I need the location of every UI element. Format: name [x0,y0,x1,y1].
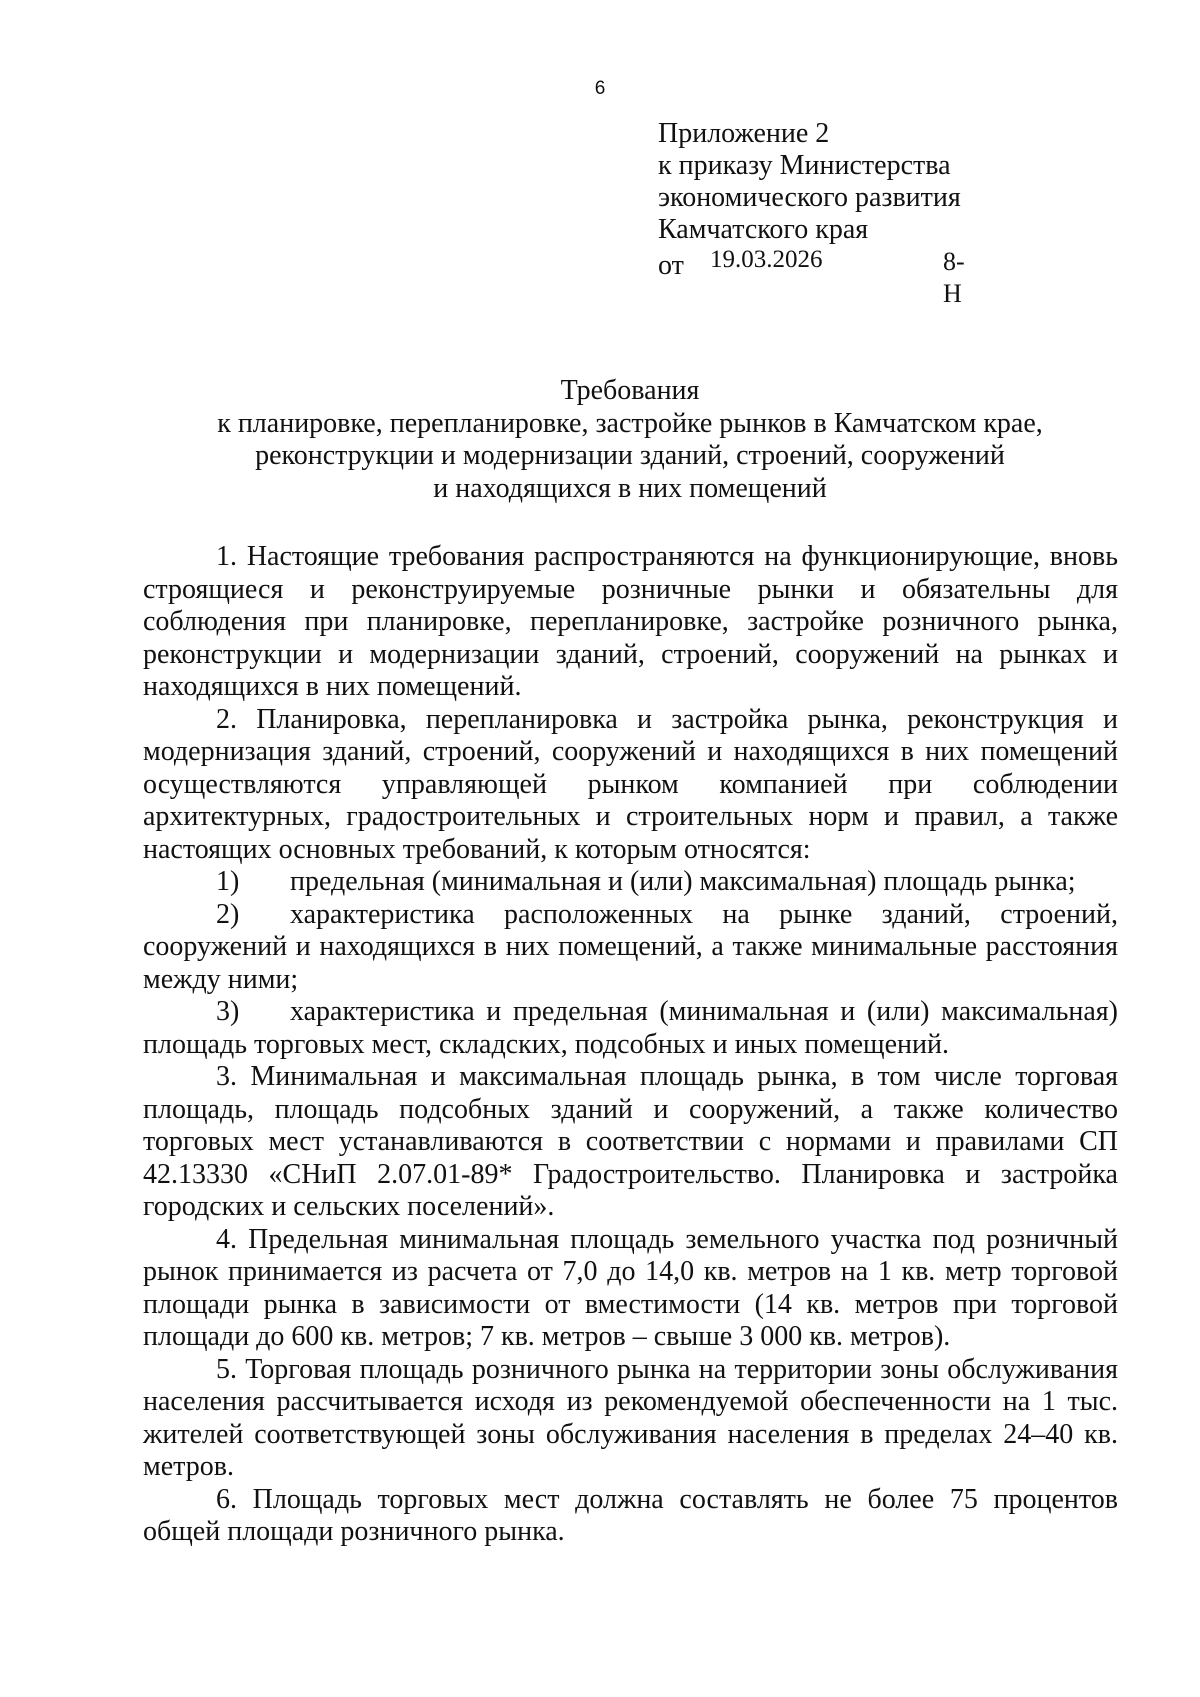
document-body [143,541,1118,1549]
list-item [143,899,1118,997]
appendix-header [658,118,965,308]
list-item-number: 1) [216,866,240,897]
order-date-row [658,246,965,308]
paragraph-1: 1. Настоящие требования распространяются на функционирующие, вновь строящиеся и реконструируемые розничные рынки и обязательны для соблюдения при планировке, перепланировке, застройке розничного рынка, реконструкции и модернизации зданий, строений, сооружений на рынках и находящихся в них помещений. [143,541,1118,702]
order-from-label: от [658,250,684,281]
paragraph-5: 5. Торговая площадь розничного рынка на территории зоны обслуживания населения рассчитывается исходя из рекомендуемой обеспеченности на 1 тыс. жителей соответствующей зоны обслуживания населения в пределах 24–40 кв. метров. [143,1353,1118,1482]
list-item-number: 2) [216,898,240,930]
appendix-line: экономического развития [658,182,961,213]
paragraph-3: 3. Минимальная и максимальная площадь рынка, в том числе торговая площадь, площадь подсобных зданий и сооружений, а также количество торговых мест устанавливаются в соответствии с нормами и правилами СП 42.13330 «СНиП 2.07.01-89* Градостроительство. Планировка и застройка городских и сельских поселений». [143,1061,1118,1222]
appendix-line: Приложение 2 [658,118,830,149]
list-item [143,866,1118,899]
paragraph-6: 6. Площадь торговых мест должна составлять не более 75 процентов общей площади розничного рынка. [143,1483,1118,1547]
list-item-text: характеристика и предельная (минимальная и (или) максимальная) площадь торговых мест, складских, подсобных и иных помещений. [143,996,1118,1060]
appendix-line: к приказу Министерства [658,150,951,181]
title-heading: Требования [560,375,700,406]
list-item [143,996,1118,1061]
order-date: 19.03.2026 [710,246,823,273]
paragraph-4: 4. Предельная минимальная площадь земельного участка под розничный рынок принимается из расчета от 7,0 до 14,0 кв. метров на 1 кв. метр торговой площади рынка в зависимости от вместимости (14 кв. метров при торговой площади до 600 кв. метров; 7 кв. метров – свыше 3 000 кв. метров). [143,1223,1118,1352]
paragraph-2: 2. Планировка, перепланировка и застройка рынка, реконструкция и модернизация зданий, строений, сооружений и находящихся в них помещений осуществляются управляющей рынком компанией при соблюдении архитектурных, градостроительных и строительных норм и правил, а также настоящих основных требований, к которым относятся: [143,703,1118,865]
title-line: и находящихся в них помещений [433,472,827,504]
list-item-number: 3) [216,996,240,1027]
list-item-text: предельная (минимальная и (или) максимальная) площадь рынка; [290,866,1076,897]
list-item-text: характеристика расположенных на рынке зданий, строений, сооружений и находящихся в них помещений, а также минимальные расстояния между ними; [143,898,1118,995]
page-number: 6 [594,78,606,99]
title-line: реконструкции и модернизации зданий, строений, сооружений [255,440,1005,471]
document-title [0,375,1200,505]
order-number: 8-Н [943,247,965,308]
appendix-line: Камчатского края [658,214,869,245]
title-line: к планировке, перепланировке, застройке рынков в Камчатском крае, [217,407,1043,439]
